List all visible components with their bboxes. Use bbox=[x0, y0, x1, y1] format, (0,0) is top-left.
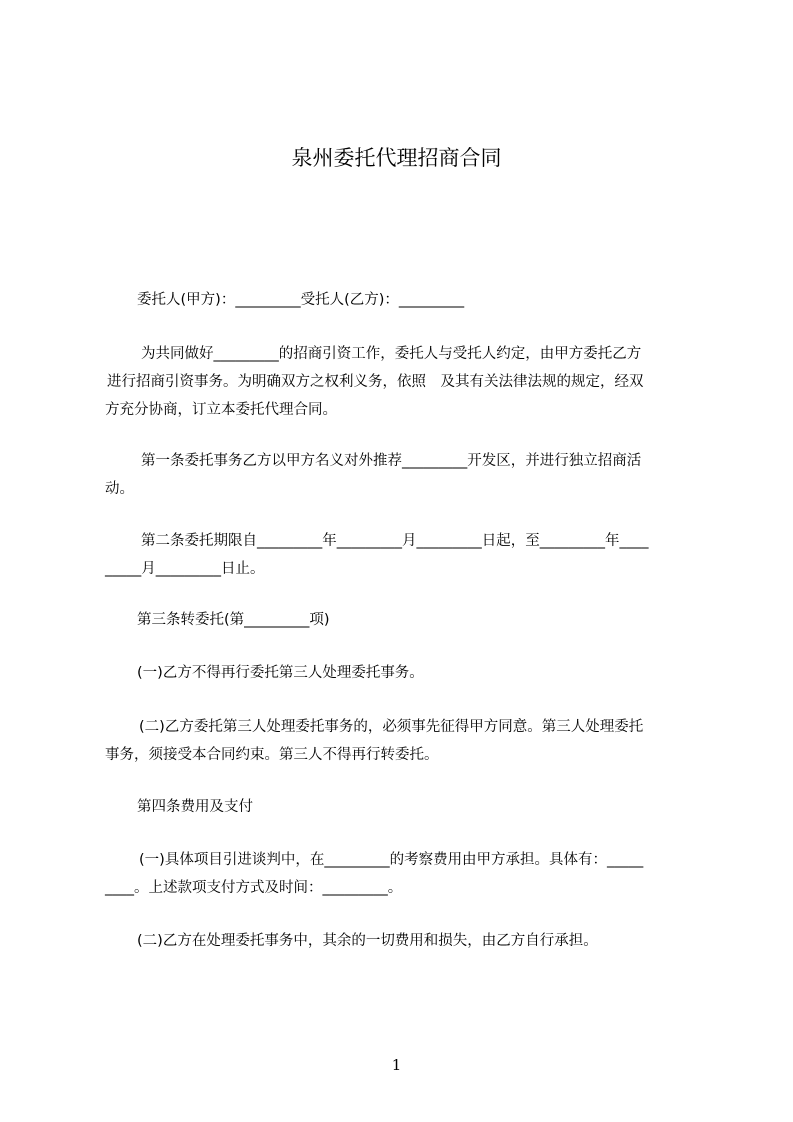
preamble-line-3: 方充分协商，订立本委托代理合同。 bbox=[105, 402, 337, 418]
article-3-item-2-line-1: (二)乙方委托第三人处理委托事务的，必须事先征得甲方同意。第三人处理委托 bbox=[139, 719, 644, 735]
article-4-item-1 bbox=[105, 846, 700, 902]
preamble-paragraph bbox=[105, 340, 700, 424]
parties-line bbox=[105, 286, 700, 314]
article-3-item-1 bbox=[105, 659, 700, 687]
article-2-line-1: 第二条委托期限自_________年_________月_________日起，至_________年____ bbox=[141, 533, 649, 549]
page-number: 1 bbox=[391, 1056, 402, 1074]
article-1-line-2: 动。 bbox=[105, 481, 134, 497]
article-4-item-2-text: (二)乙方在处理委托事务中，其余的一切费用和损失，由乙方自行承担。 bbox=[137, 933, 598, 949]
preamble-line-2: 进行招商引资事务。为明确双方之权利义务，依照 及其有关法律法规的规定，经双 bbox=[107, 374, 644, 390]
document-title: 泉州委托代理招商合同 bbox=[291, 146, 502, 170]
article-3-item-2-line-2: 事务，须接受本合同约束。第三人不得再行转委托。 bbox=[105, 747, 439, 763]
article-2-paragraph bbox=[105, 527, 700, 583]
article-3-item-2 bbox=[105, 713, 700, 769]
article-3-heading-text: 第三条转委托(第_________项) bbox=[137, 612, 330, 628]
article-4-heading-text: 第四条费用及支付 bbox=[137, 799, 253, 815]
article-4-item-2 bbox=[105, 927, 700, 955]
article-4-heading bbox=[105, 793, 700, 821]
article-2-line-2: _____月_________日止。 bbox=[105, 561, 265, 577]
parties-text: 委托人(甲方)：_________受托人(乙方)：_________ bbox=[137, 292, 465, 308]
preamble-line-1: 为共同做好_________的招商引资工作，委托人与受托人约定，由甲方委托乙方 bbox=[141, 346, 642, 362]
article-3-item-1-text: (一)乙方不得再行委托第三人处理委托事务。 bbox=[137, 665, 424, 681]
article-4-item-1-line-1: (一)具体项目引进谈判中，在_________的考察费用由甲方承担。具体有：_____ bbox=[139, 852, 644, 868]
article-3-heading bbox=[105, 606, 700, 634]
article-1-paragraph bbox=[105, 447, 700, 503]
article-1-line-1: 第一条委托事务乙方以甲方名义对外推荐_________开发区，并进行独立招商活 bbox=[141, 453, 642, 469]
article-4-item-1-line-2: ____。上述款项支付方式及时间：_________。 bbox=[105, 880, 403, 896]
